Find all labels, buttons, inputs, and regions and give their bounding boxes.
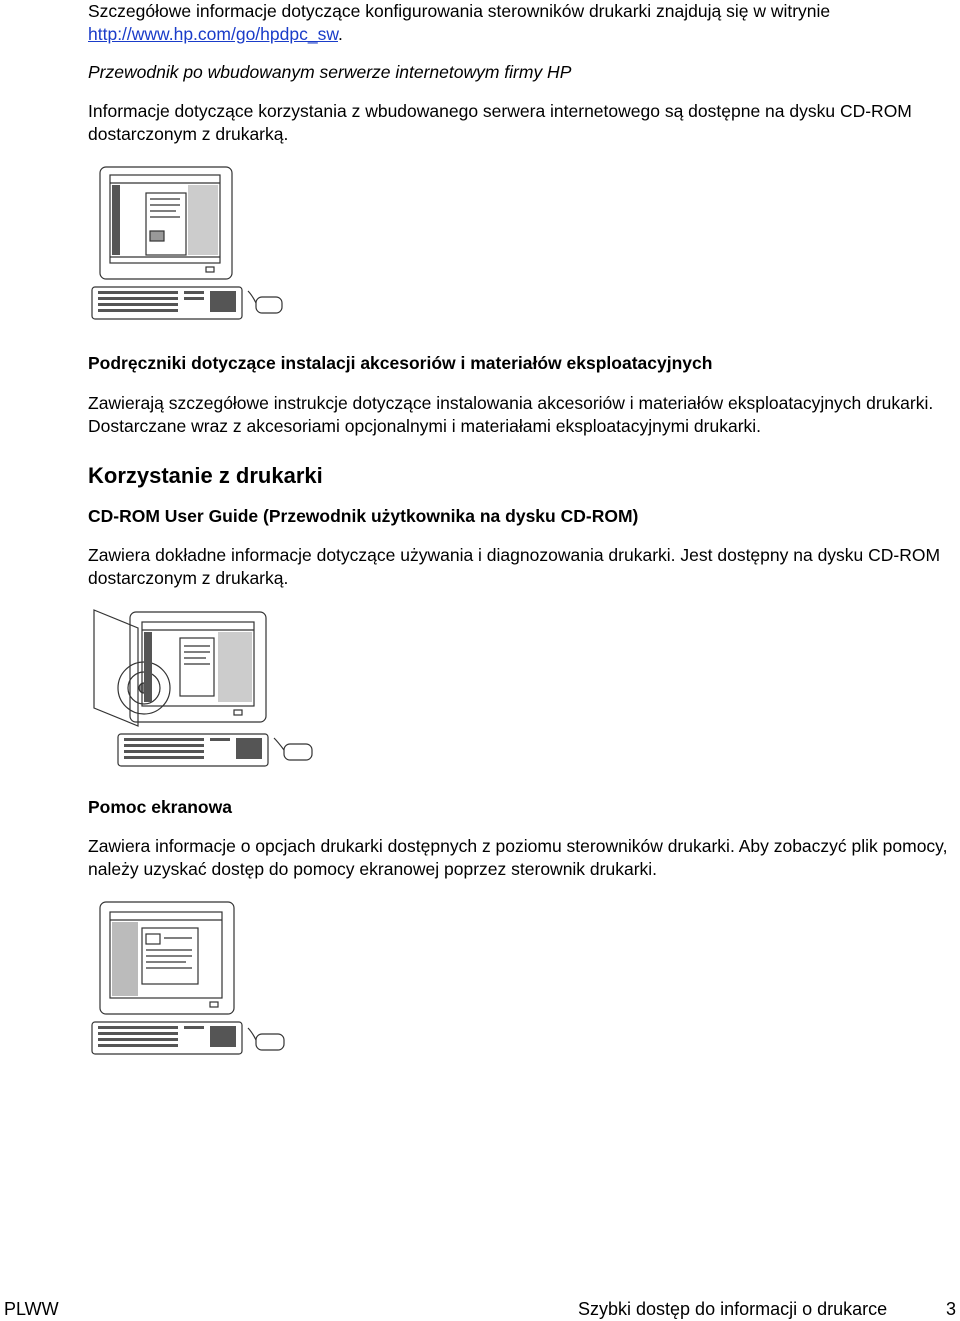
computer-cd-illustration (88, 606, 318, 771)
ews-guide-body: Informacje dotyczące korzystania z wbudowanego serwera internetowego są dostępne na dysku CD-ROM dostarczonym z drukarką. (88, 101, 912, 144)
help-title: Pomoc ekranowa (88, 797, 232, 817)
accessories-title: Podręczniki dotyczące instalacji akcesoriów i materiałów eksploatacyjnych (88, 353, 713, 373)
intro-paragraph (88, 0, 948, 46)
help-body: Zawiera informacje o opcjach drukarki dostępnych z poziomu sterowników drukarki. Aby zobaczyć plik pomocy, należy uzyskać dostęp do pomocy ekranowej poprzez sterownik drukarki. (88, 836, 948, 879)
intro-text: Szczegółowe informacje dotyczące konfigurowania sterowników drukarki znajdują się w witrynie (88, 1, 831, 21)
ews-guide-title: Przewodnik po wbudowanym serwerze internetowym firmy HP (88, 62, 572, 82)
accessories-body: Zawierają szczegółowe instrukcje dotyczące instalowania akcesoriów i materiałów eksploatacyjnych drukarki. Dostarczane wraz z akcesoriami opcjonalnymi i materiałami eksploatacyjnymi drukarki. (88, 393, 934, 436)
computer-browser-illustration (88, 163, 288, 323)
footer-section-title: Szybki dostęp do informacji o drukarce (578, 1299, 888, 1319)
footer-left: PLWW (4, 1299, 59, 1319)
intro-link-suffix: . (338, 24, 343, 44)
hp-driver-link[interactable]: http://www.hp.com/go/hpdpc_sw (88, 24, 338, 44)
page-number: 3 (946, 1299, 957, 1319)
cd-guide-body: Zawiera dokładne informacje dotyczące używania i diagnozowania drukarki. Jest dostępny na dysku CD-ROM dostarczonym z drukarką. (88, 545, 941, 588)
section-heading-using-printer: Korzystanie z drukarki (88, 463, 323, 488)
cd-guide-title: CD-ROM User Guide (Przewodnik użytkownika na dysku CD-ROM) (88, 506, 639, 526)
computer-help-illustration (88, 898, 288, 1060)
